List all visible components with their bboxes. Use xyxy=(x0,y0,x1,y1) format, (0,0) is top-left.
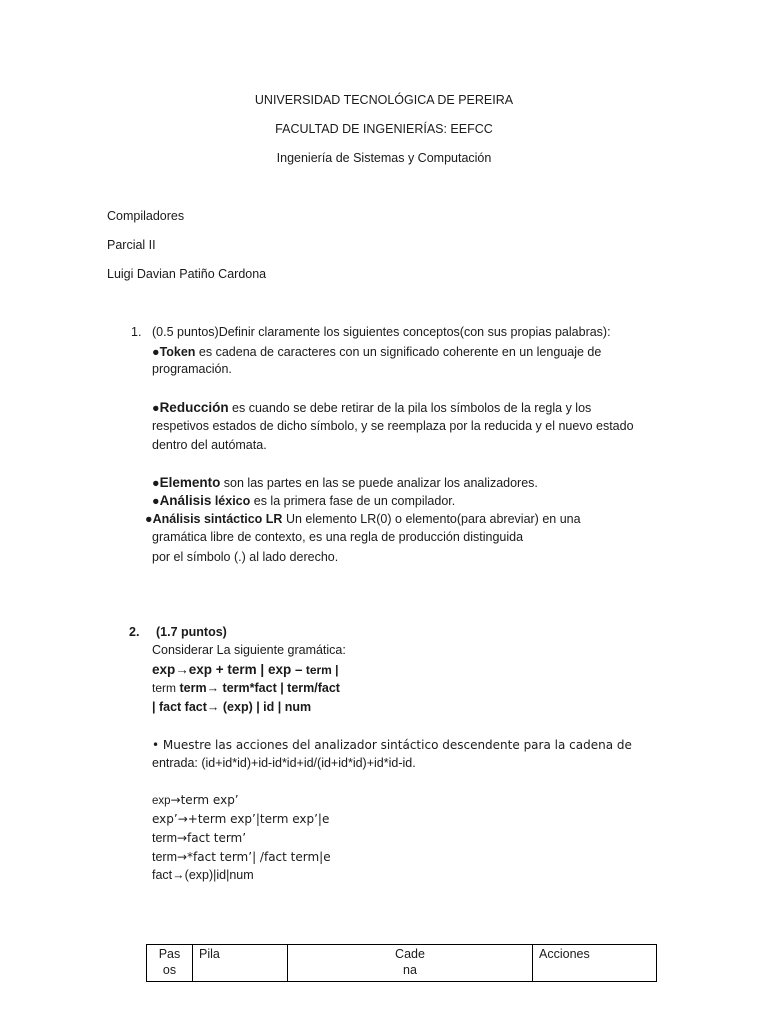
rule-3-lhs: term xyxy=(152,831,177,845)
reduccion-text-cont: dentro del autómata. xyxy=(152,438,267,452)
rule-3 xyxy=(152,831,246,845)
elemento-text: son las partes en las se puede analizar los analizadores. xyxy=(220,476,538,490)
bullet: ● xyxy=(152,401,160,415)
steps-table xyxy=(146,944,657,982)
token-text-cont: programación. xyxy=(152,362,232,376)
rule-5-rhs: →(exp)|id|num xyxy=(172,868,254,882)
reduccion-text-cont: respetivos estados de dicho símbolo, y se reemplaza por la reducida y el nuevo estado xyxy=(152,419,634,433)
header-acciones: Acciones xyxy=(533,945,657,982)
header-cadena: Cade na xyxy=(288,945,533,982)
q1-number: 1. xyxy=(131,325,142,339)
lexico-term-a: Análisis xyxy=(159,493,212,508)
rule-2-lhs: exp’ xyxy=(152,812,178,826)
token-term: Token xyxy=(159,345,196,359)
sintactico-text-cont: por el símbolo (.) al lado derecho. xyxy=(152,550,339,564)
elemento-term: Elemento xyxy=(159,475,221,490)
faculty-title: FACULTAD DE INGENIERÍAS: EEFCC xyxy=(275,122,493,136)
bullet: ● xyxy=(152,476,160,490)
lexico-text: es la primera fase de un compilador. xyxy=(250,494,456,508)
program-title: Ingeniería de Sistemas y Computación xyxy=(276,151,492,165)
bullet: ● xyxy=(152,494,160,508)
university-title: UNIVERSIDAD TECNOLÓGICA DE PEREIRA xyxy=(254,93,514,107)
task-line-1: • Muestre las acciones del analizador sintáctico descendente para la cadena de xyxy=(152,738,632,752)
q2-number: 2. xyxy=(129,625,140,639)
rule-5-lhs: fact xyxy=(152,868,173,882)
sintactico-term: Análisis sintáctico LR xyxy=(152,512,283,526)
exam-name: Parcial II xyxy=(107,238,156,252)
lexico-term-b: léxico xyxy=(211,494,251,508)
q2-points: (1.7 puntos) xyxy=(156,625,227,639)
sintactico-text-cont: gramática libre de contexto, es una regla de producción distinguida xyxy=(152,530,524,544)
grammar-line-1 xyxy=(152,662,339,677)
bullet: ● xyxy=(152,345,160,359)
rule-5 xyxy=(152,868,254,882)
rule-2 xyxy=(152,812,329,826)
rule-2-rhs: →+term exp’|term exp’|e xyxy=(177,812,330,826)
rule-1-lhs: exp xyxy=(152,795,171,807)
token-definition xyxy=(152,345,601,359)
grammar-line-2b: term→ term*fact | term/fact xyxy=(176,681,340,695)
rule-4-lhs: term xyxy=(152,850,177,864)
grammar-line-1a: exp→exp + term | exp – xyxy=(152,662,303,677)
student-name: Luigi Davian Patiño Cardona xyxy=(107,267,267,281)
bullet: ● xyxy=(145,512,153,526)
reduccion-definition xyxy=(152,400,591,415)
rule-3-rhs: →fact term’ xyxy=(177,831,247,845)
header-pila: Pila xyxy=(193,945,288,982)
table-header-row xyxy=(147,945,657,982)
grammar-line-1b: term | xyxy=(302,663,339,677)
q2-prompt: Considerar La siguiente gramática: xyxy=(152,643,346,657)
q1-prompt: (0.5 puntos)Definir claramente los siguientes conceptos(con sus propias palabras): xyxy=(152,325,611,339)
elemento-definition xyxy=(152,475,538,490)
sintactico-text: Un elemento LR(0) o elemento(para abreviar) en una xyxy=(282,512,581,526)
sintactico-definition xyxy=(145,512,581,526)
rule-4 xyxy=(152,850,331,864)
header-pasos: Pas os xyxy=(147,945,193,982)
reduccion-term: Reducción xyxy=(159,400,229,415)
grammar-line-2a: term xyxy=(152,681,176,695)
rule-1-rhs: →term exp’ xyxy=(170,793,239,807)
token-text: es cadena de caracteres con un significado coherente en un lenguaje de xyxy=(195,345,602,359)
task-line-2: entrada: (id+id*id)+id-id*id+id/(id+id*id)+id*id-id. xyxy=(152,756,416,770)
lexico-definition xyxy=(152,493,455,508)
rule-1 xyxy=(152,793,239,807)
grammar-line-2 xyxy=(152,681,340,695)
rule-4-rhs: →*fact term’| /fact term|e xyxy=(177,850,331,864)
reduccion-text: es cuando se debe retirar de la pila los símbolos de la regla y los xyxy=(228,401,592,415)
grammar-line-3: | fact fact→ (exp) | id | num xyxy=(152,700,312,714)
course-name: Compiladores xyxy=(107,209,185,223)
